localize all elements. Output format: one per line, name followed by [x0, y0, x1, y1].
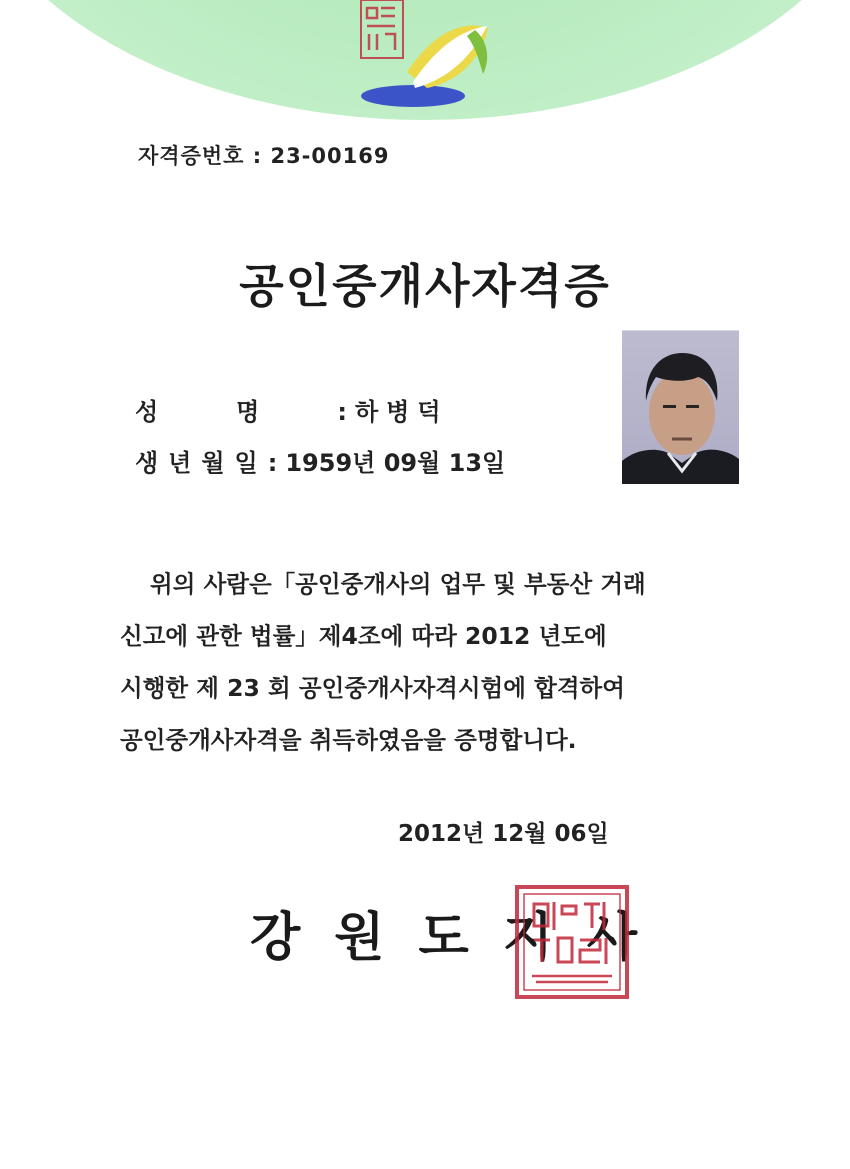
official-seal-icon — [514, 884, 630, 1000]
birth-value: 1959년 09월 13일 — [285, 449, 506, 477]
name-row — [135, 392, 449, 427]
provincial-emblem-icon — [355, 0, 495, 110]
birth-label: 생년월일 — [135, 449, 268, 477]
certificate-number — [138, 140, 389, 170]
holder-photo — [622, 330, 739, 484]
certification-statement — [120, 558, 760, 766]
certificate-number-label: 자격증번호 : — [138, 144, 263, 168]
issue-date: 2012년 12월 06일 — [398, 821, 609, 847]
name-separator: : — [337, 398, 347, 426]
statement-line: 신고에 관한 법률」제4조에 따라 2012 년도에 — [120, 622, 607, 650]
name-label: 성명 — [135, 398, 338, 426]
birth-row — [135, 443, 505, 478]
document-title: 공인중개사자격증 — [239, 259, 611, 313]
birth-separator: : — [267, 449, 278, 477]
statement-line: 시행한 제 23 회 공인중개사자격시험에 합격하여 — [120, 674, 625, 702]
portrait-image — [622, 331, 739, 484]
statement-line: 위의 사람은「공인중개사의 업무 및 부동산 거래 — [150, 570, 646, 598]
name-value: 하병덕 — [354, 398, 449, 426]
issuer-name: 강원도지사 — [250, 908, 672, 968]
certificate-number-value: 23-00169 — [270, 144, 390, 168]
statement-line: 공인중개사자격을 취득하였음을 증명합니다. — [120, 726, 577, 754]
